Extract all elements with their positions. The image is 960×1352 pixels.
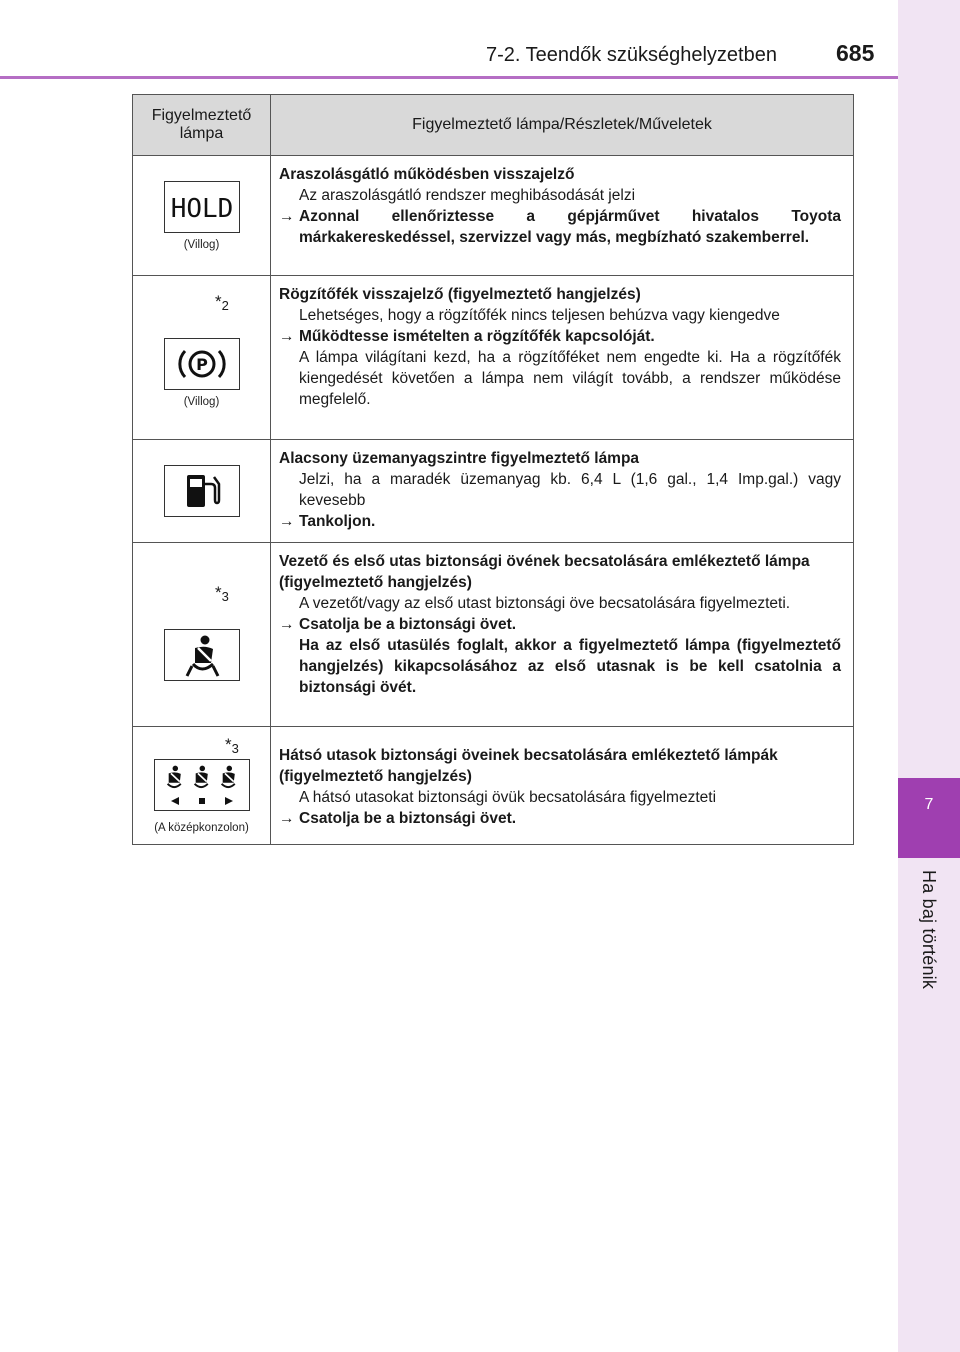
page-number: 685 bbox=[836, 40, 875, 66]
chapter-tab bbox=[898, 778, 960, 858]
footnote-marker: $*_3$ bbox=[215, 583, 229, 604]
lamp-sublabel: (Villog) bbox=[183, 238, 220, 251]
table-row bbox=[133, 543, 854, 727]
lamp-description: Jelzi, ha a maradék üzemanyag kb. 6,4 L (1,6 gal., 1,4 Imp.gal.) vagy kevesebb bbox=[299, 471, 841, 509]
lamp-title: Rögzítőfék visszajelző (figyelmeztető hangjelzés) bbox=[279, 286, 641, 303]
lamp-sublabel: (A középkonzolon) bbox=[154, 822, 249, 834]
lamp-cell bbox=[133, 276, 271, 440]
section-title: 7-2. Teendők szükséghelyzetben bbox=[486, 44, 777, 66]
table-row bbox=[133, 440, 854, 543]
lamp-action: → Csatolja be a biztonsági övet. bbox=[279, 810, 517, 827]
chapter-number: 7 bbox=[924, 796, 934, 813]
hold-icon bbox=[164, 181, 240, 233]
lamp-cell bbox=[133, 727, 271, 845]
col-header-lamp: Figyelmeztető lámpa bbox=[133, 95, 271, 156]
table-row bbox=[133, 727, 854, 845]
table-row bbox=[133, 276, 854, 440]
details-cell bbox=[271, 543, 854, 727]
lamp-description: A vezetőt/vagy az első utast biztonsági öve becsatolására figyelmezteti. bbox=[299, 595, 791, 612]
lamp-title: Vezető és első utas biztonsági övének becsatolására emlékeztető lámpa (figyelmeztető hangjelzés) bbox=[279, 553, 810, 591]
details-cell bbox=[271, 276, 854, 440]
col-header-details: Figyelmeztető lámpa/Részletek/Műveletek bbox=[271, 95, 854, 156]
lamp-cell bbox=[133, 440, 271, 543]
fuel-pump-icon bbox=[164, 465, 240, 517]
table-header-row bbox=[133, 95, 854, 156]
parking-brake-icon bbox=[164, 338, 240, 390]
svg-text:P: P bbox=[195, 354, 208, 374]
lamp-description: A hátsó utasokat biztonsági övük becsatolására figyelmezteti bbox=[299, 789, 717, 806]
lamp-title: Araszolásgátló működésben visszajelző bbox=[279, 166, 575, 183]
arrow-icon: → bbox=[279, 513, 295, 530]
arrow-icon: → bbox=[279, 328, 295, 345]
lamp-sublabel: (Villog) bbox=[183, 395, 220, 408]
footnote-marker: $*_2$ bbox=[215, 292, 229, 313]
lamp-cell bbox=[133, 543, 271, 727]
rear-seatbelt-icon bbox=[154, 759, 250, 811]
footnote-marker: $*_3$ bbox=[225, 735, 239, 756]
chapter-side-band bbox=[898, 0, 960, 1352]
table-row bbox=[133, 156, 854, 276]
arrow-icon: → bbox=[279, 616, 295, 633]
lamp-action: → Csatolja be a biztonsági övet. bbox=[279, 616, 517, 633]
chapter-label: Ha baj történik bbox=[919, 870, 939, 990]
details-cell bbox=[271, 156, 854, 276]
svg-text:HOLD: HOLD bbox=[170, 193, 233, 224]
lamp-description: Az araszolásgátló rendszer meghibásodását jelzi bbox=[299, 187, 636, 204]
lamp-title: Hátsó utasok biztonsági öveinek becsatolására emlékeztető lámpák (figyelmeztető hangjelzés) bbox=[279, 747, 778, 785]
arrow-icon: → bbox=[279, 208, 295, 225]
details-cell bbox=[271, 440, 854, 543]
seatbelt-icon bbox=[164, 629, 240, 681]
arrow-icon: → bbox=[279, 810, 295, 827]
lamp-action: → Azonnal ellenőriztesse a gépjárművet hivatalos Toyota márkakereskedéssel, szervizzel vagy más, megbízható szakemberrel. bbox=[279, 208, 841, 246]
lamp-note: A lámpa világítani kezd, ha a rögzítőféket nem engedte ki. Ha a rögzítőfék kiengedését követően a lámpa nem világít tovább, a rendszer működése megfelelő. bbox=[299, 349, 841, 408]
lamp-title: Alacsony üzemanyagszintre figyelmeztető lámpa bbox=[279, 450, 640, 467]
lamp-action: → Működtesse ismételten a rögzítőfék kapcsolóját. bbox=[279, 328, 655, 345]
warning-lamp-table bbox=[132, 94, 854, 845]
details-cell bbox=[271, 727, 854, 845]
lamp-action: → Tankoljon. bbox=[279, 513, 376, 530]
lamp-cell bbox=[133, 156, 271, 276]
lamp-description: Lehetséges, hogy a rögzítőfék nincs teljesen behúzva vagy kiengedve bbox=[299, 307, 780, 324]
header-rule bbox=[0, 76, 898, 79]
lamp-note: Ha az első utasülés foglalt, akkor a figyelmeztető lámpa (figyelmeztető hangjelzés) kikapcsolásához az első utasnak is be kell csatolnia a biztonsági övét. bbox=[299, 637, 841, 696]
